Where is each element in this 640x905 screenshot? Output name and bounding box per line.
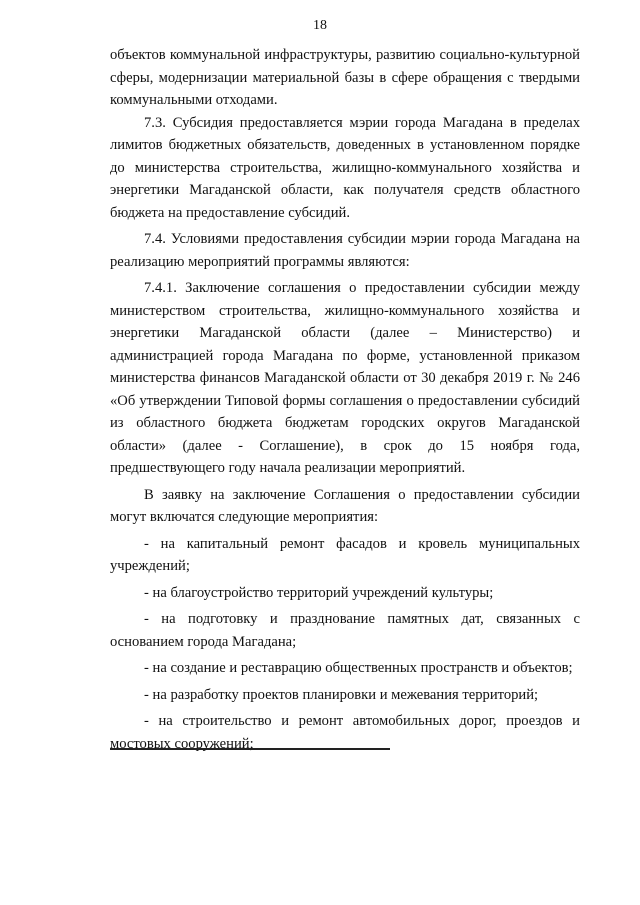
paragraph-continuation: объектов коммунальной инфраструктуры, развитию социально-культурной сферы, модернизации материальной базы в сфере обращения с твердыми коммунальными отходами. [110, 47, 580, 108]
footnote-separator-line [110, 748, 390, 750]
paragraph-7-4-1: 7.4.1. Заключение соглашения о предоставлении субсидии между министерством строительства, жилищно-коммунального хозяйства и энергетики Магаданской области (далее – Министерство) и администрацией города Магадана по форме, установленной приказом министерства финансов Магаданской области от 30 декабря 2019 г. № 246 «Об утверждении Типовой формы соглашения о предоставлении субсидий из областного бюджета бюджетам городских округов Магаданской области» (далее - Соглашение), в срок до 15 ноября года, предшествующего году начала реализации мероприятий. [110, 280, 580, 476]
list-item-roads: - на строительство и ремонт автомобильных дорог, проездов и мостовых сооружений; [110, 713, 580, 752]
paragraph-7-3: 7.3. Субсидия предоставляется мэрии города Магадана в пределах лимитов бюджетных обязательств, доведенных в установленном порядке до министерства строительства, жилищно-коммунального хозяйства и энергетики Магаданской области, как получателя средств областного бюджета на предоставление субсидий. [110, 114, 580, 221]
document-body [110, 44, 580, 759]
paragraph-application: В заявку на заключение Соглашения о предоставлении субсидии могут включатся следующие мероприятия: [110, 486, 580, 525]
page-number: 18 [313, 18, 327, 33]
list-item-memorial-dates: - на подготовку и празднование памятных дат, связанных с основанием города Магадана; [110, 611, 580, 650]
list-item-culture-territories: - на благоустройство территорий учреждений культуры; [144, 584, 494, 601]
list-item-facades: - на капитальный ремонт фасадов и кровель муниципальных учреждений; [110, 535, 580, 574]
list-item-planning-projects: - на разработку проектов планировки и межевания территорий; [144, 686, 539, 703]
list-item-public-spaces: - на создание и реставрацию общественных пространств и объектов; [144, 660, 573, 676]
paragraph-7-4: 7.4. Условиями предоставления субсидии мэрии города Магадана на реализацию мероприятий программы являются: [110, 231, 580, 270]
